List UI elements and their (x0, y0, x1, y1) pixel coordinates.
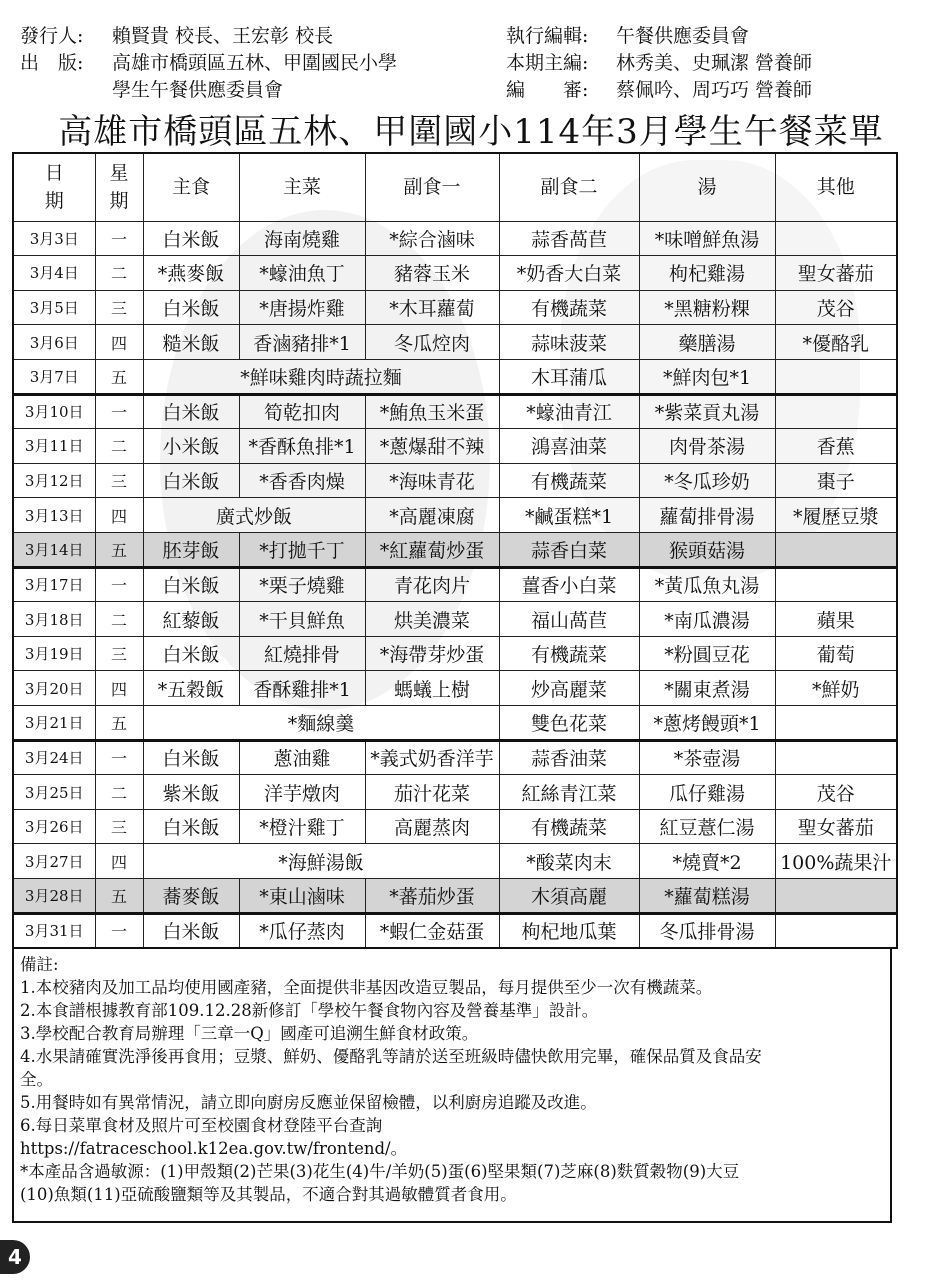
weekday-cell: 四 (95, 844, 143, 879)
note-line: 4.水果請確實洗淨後再食用；豆漿、鮮奶、優酪乳等請於送至班級時儘快飲用完畢，確保品質及食品安 (20, 1047, 762, 1066)
staple-cell: 蕎麥飯 (143, 879, 239, 914)
note-line: *本產品含過敏源：(1)甲殼類(2)芒果(3)花生(4)牛/羊奶(5)蛋(6)堅果類(7)芝麻(8)麩質穀物(9)大豆 (20, 1162, 740, 1181)
header-soup: 湯 (639, 153, 775, 221)
note-line: 6.每日菜單食材及照片可至校園食材登陸平台查詢 (20, 1116, 383, 1135)
soup-cell: 紅豆薏仁湯 (639, 809, 775, 844)
weekday-cell: 五 (95, 359, 143, 394)
page-number: 4 (0, 1240, 30, 1274)
soup-cell: *南瓜濃湯 (639, 602, 775, 637)
soup-cell: *蘿蔔糕湯 (639, 879, 775, 914)
main-dish-cell: 香滷豬排*1 (239, 325, 365, 360)
header-side-dish-1: 副食一 (365, 153, 499, 221)
staple-cell: 白米飯 (143, 394, 239, 429)
note-line: (10)魚類(11)亞硫酸鹽類等及其製品，不適合對其過敏體質者食用。 (20, 1185, 517, 1204)
weekday-cell: 五 (95, 879, 143, 914)
notes-heading: 備註: (20, 955, 59, 974)
main-dish-cell: *瓜仔蒸肉 (239, 913, 365, 948)
weekday-cell: 二 (95, 602, 143, 637)
side-dish-2-cell: 有機蔬菜 (499, 290, 639, 325)
side-dish-1-cell: *蔥爆甜不辣 (365, 429, 499, 464)
date-cell: 3月4日 (13, 256, 95, 291)
notes-section (12, 949, 892, 1223)
main-dish-cell: *香酥魚排*1 (239, 429, 365, 464)
staple-cell: 白米飯 (143, 463, 239, 498)
table-row (13, 221, 897, 256)
soup-cell: *關東煮湯 (639, 671, 775, 706)
staple-cell: 白米飯 (143, 740, 239, 775)
other-cell (775, 221, 897, 256)
editor: 午餐供應委員會 (616, 25, 750, 47)
table-row (13, 498, 897, 533)
soup-cell: *茶壺湯 (639, 740, 775, 775)
soup-cell: 冬瓜排骨湯 (639, 913, 775, 948)
side-dish-1-cell: 螞蟻上樹 (365, 671, 499, 706)
other-cell (775, 394, 897, 429)
table-row (13, 809, 897, 844)
other-cell (775, 567, 897, 602)
other-cell: 棗子 (775, 463, 897, 498)
date-cell: 3月28日 (13, 879, 95, 914)
table-row (13, 394, 897, 429)
issuer: 高雄市橋頭區五林、甲圍國民小學 (112, 52, 398, 74)
chief-editor-label: 本期主編: (506, 52, 589, 74)
weekday-cell: 二 (95, 429, 143, 464)
side-dish-2-cell: 有機蔬菜 (499, 809, 639, 844)
soup-cell: *蔥烤饅頭*1 (639, 706, 775, 741)
soup-cell: *鮮肉包*1 (639, 359, 775, 394)
side-dish-1-cell: *蕃茄炒蛋 (365, 879, 499, 914)
side-dish-2-cell: 蒜香萵苣 (499, 221, 639, 256)
note-line: 5.用餐時如有異常情況，請立即向廚房反應並保留檢體，以利廚房追蹤及改進。 (20, 1093, 597, 1112)
staple-cell: 白米飯 (143, 913, 239, 948)
table-row (13, 256, 897, 291)
table-row (13, 463, 897, 498)
other-cell: 葡萄 (775, 636, 897, 671)
other-cell: *履歷豆漿 (775, 498, 897, 533)
side-dish-2-cell: 紅絲青江菜 (499, 775, 639, 810)
soup-cell: 肉骨茶湯 (639, 429, 775, 464)
note-line: 3.學校配合教育局辦理「三章一Q」國產可追溯生鮮食材政策。 (20, 1024, 479, 1043)
soup-cell: 瓜仔雞湯 (639, 775, 775, 810)
main-dish-cell: 香酥雞排*1 (239, 671, 365, 706)
table-row (13, 740, 897, 775)
issuer-label: 出 版: (20, 52, 84, 74)
main-dish-cell: *東山滷味 (239, 879, 365, 914)
soup-cell: 枸杞雞湯 (639, 256, 775, 291)
main-dish-cell: 紅燒排骨 (239, 636, 365, 671)
header-right (506, 23, 812, 104)
merged-meal-cell: *鮮味雞肉時蔬拉麵 (143, 359, 499, 394)
reviewer: 蔡佩吟、周巧巧 營養師 (616, 79, 813, 101)
staple-cell: *五穀飯 (143, 671, 239, 706)
side-dish-1-cell: *蝦仁金菇蛋 (365, 913, 499, 948)
weekday-cell: 五 (95, 706, 143, 741)
side-dish-2-cell: 蒜味菠菜 (499, 325, 639, 360)
table-row (13, 602, 897, 637)
other-cell: *鮮奶 (775, 671, 897, 706)
table-row (13, 671, 897, 706)
date-cell: 3月13日 (13, 498, 95, 533)
note-line: 2.本食譜根據教育部109.12.28新修訂「學校午餐食物內容及營養基準」設計。 (20, 1001, 599, 1020)
other-cell: 香蕉 (775, 429, 897, 464)
table-row (13, 706, 897, 741)
soup-cell: *冬瓜珍奶 (639, 463, 775, 498)
side-dish-1-cell: *海味青花 (365, 463, 499, 498)
side-dish-2-cell: 炒高麗菜 (499, 671, 639, 706)
main-dish-cell: 筍乾扣肉 (239, 394, 365, 429)
side-dish-2-cell: 木須高麗 (499, 879, 639, 914)
other-cell (775, 879, 897, 914)
staple-cell: 白米飯 (143, 567, 239, 602)
side-dish-2-cell: 有機蔬菜 (499, 636, 639, 671)
side-dish-1-cell: 豬蓉玉米 (365, 256, 499, 291)
other-cell: 茂谷 (775, 290, 897, 325)
table-row (13, 636, 897, 671)
side-dish-1-cell: *義式奶香洋芋 (365, 740, 499, 775)
header-date: 日 期 (13, 153, 95, 221)
table-row (13, 290, 897, 325)
side-dish-2-cell: 鴻喜油菜 (499, 429, 639, 464)
weekday-cell: 二 (95, 256, 143, 291)
staple-cell: 紅藜飯 (143, 602, 239, 637)
main-dish-cell: 蔥油雞 (239, 740, 365, 775)
editor-label: 執行編輯: (506, 25, 589, 47)
date-cell: 3月3日 (13, 221, 95, 256)
weekday-cell: 三 (95, 463, 143, 498)
date-cell: 3月17日 (13, 567, 95, 602)
issuer-committee: 學生午餐供應委員會 (112, 79, 284, 101)
side-dish-1-cell: *紅蘿蔔炒蛋 (365, 532, 499, 567)
weekday-cell: 五 (95, 532, 143, 567)
date-cell: 3月12日 (13, 463, 95, 498)
table-row (13, 325, 897, 360)
date-cell: 3月11日 (13, 429, 95, 464)
staple-cell: 小米飯 (143, 429, 239, 464)
soup-cell: *粉圓豆花 (639, 636, 775, 671)
main-dish-cell: 海南燒雞 (239, 221, 365, 256)
side-dish-2-cell: *酸菜肉末 (499, 844, 639, 879)
note-line: https://fatraceschool.k12ea.gov.tw/frontend/。 (20, 1139, 408, 1158)
side-dish-1-cell: *木耳蘿蔔 (365, 290, 499, 325)
main-dish-cell: *香香肉燥 (239, 463, 365, 498)
main-dish-cell: *蠔油魚丁 (239, 256, 365, 291)
soup-cell: 蘿蔔排骨湯 (639, 498, 775, 533)
staple-cell: 白米飯 (143, 290, 239, 325)
date-cell: 3月7日 (13, 359, 95, 394)
date-cell: 3月25日 (13, 775, 95, 810)
table-header-row (13, 153, 897, 221)
note-line: 1.本校豬肉及加工品均使用國產豬，全面提供非基因改造豆製品，每月提供至少一次有機蔬菜。 (20, 978, 713, 997)
merged-meal-cell: 廣式炒飯 (143, 498, 365, 533)
chief-editor: 林秀美、史珮潔 營養師 (616, 52, 813, 74)
weekday-cell: 四 (95, 498, 143, 533)
other-cell: 蘋果 (775, 602, 897, 637)
date-cell: 3月24日 (13, 740, 95, 775)
table-row (13, 359, 897, 394)
table-row (13, 775, 897, 810)
date-cell: 3月26日 (13, 809, 95, 844)
side-dish-2-cell: 蒜香油菜 (499, 740, 639, 775)
table-row (13, 913, 897, 948)
staple-cell: 糙米飯 (143, 325, 239, 360)
other-cell (775, 913, 897, 948)
weekday-cell: 四 (95, 325, 143, 360)
main-dish-cell: 洋芋燉肉 (239, 775, 365, 810)
side-dish-1-cell: 烘美濃菜 (365, 602, 499, 637)
date-cell: 3月20日 (13, 671, 95, 706)
side-dish-1-cell: *綜合滷味 (365, 221, 499, 256)
date-cell: 3月10日 (13, 394, 95, 429)
main-dish-cell: *唐揚炸雞 (239, 290, 365, 325)
lunch-menu-table (12, 152, 898, 949)
side-dish-1-cell: 茄汁花菜 (365, 775, 499, 810)
weekday-cell: 一 (95, 913, 143, 948)
side-dish-1-cell: *海帶芽炒蛋 (365, 636, 499, 671)
date-cell: 3月6日 (13, 325, 95, 360)
other-cell: 茂谷 (775, 775, 897, 810)
side-dish-2-cell: 木耳蒲瓜 (499, 359, 639, 394)
soup-cell: 猴頭菇湯 (639, 532, 775, 567)
merged-meal-cell: *海鮮湯飯 (143, 844, 499, 879)
other-cell: 100%蔬果汁 (775, 844, 897, 879)
other-cell: *優酪乳 (775, 325, 897, 360)
main-dish-cell: *打拋千丁 (239, 532, 365, 567)
soup-cell: *燒賣*2 (639, 844, 775, 879)
date-cell: 3月19日 (13, 636, 95, 671)
weekday-cell: 一 (95, 567, 143, 602)
soup-cell: 藥膳湯 (639, 325, 775, 360)
staple-cell: 胚芽飯 (143, 532, 239, 567)
header-main-dish: 主菜 (239, 153, 365, 221)
soup-cell: *味噌鮮魚湯 (639, 221, 775, 256)
weekday-cell: 三 (95, 809, 143, 844)
soup-cell: *紫菜貢丸湯 (639, 394, 775, 429)
weekday-cell: 四 (95, 671, 143, 706)
main-dish-cell: *橙汁雞丁 (239, 809, 365, 844)
date-cell: 3月31日 (13, 913, 95, 948)
other-cell (775, 359, 897, 394)
date-cell: 3月18日 (13, 602, 95, 637)
weekday-cell: 二 (95, 775, 143, 810)
table-row (13, 532, 897, 567)
side-dish-2-cell: 薑香小白菜 (499, 567, 639, 602)
table-row (13, 429, 897, 464)
date-cell: 3月5日 (13, 290, 95, 325)
staple-cell: 紫米飯 (143, 775, 239, 810)
staple-cell: *燕麥飯 (143, 256, 239, 291)
date-cell: 3月27日 (13, 844, 95, 879)
table-row (13, 567, 897, 602)
other-cell (775, 706, 897, 741)
header-side-dish-2: 副食二 (499, 153, 639, 221)
table-row (13, 844, 897, 879)
date-cell: 3月21日 (13, 706, 95, 741)
side-dish-1-cell: *高麗凍腐 (365, 498, 499, 533)
staple-cell: 白米飯 (143, 221, 239, 256)
other-cell (775, 532, 897, 567)
soup-cell: *黑糖粉粿 (639, 290, 775, 325)
merged-meal-cell: *麵線羹 (143, 706, 499, 741)
side-dish-2-cell: 枸杞地瓜葉 (499, 913, 639, 948)
reviewer-label: 編 審: (506, 79, 589, 101)
soup-cell: *黃瓜魚丸湯 (639, 567, 775, 602)
weekday-cell: 一 (95, 740, 143, 775)
side-dish-2-cell: 雙色花菜 (499, 706, 639, 741)
staple-cell: 白米飯 (143, 809, 239, 844)
weekday-cell: 一 (95, 394, 143, 429)
side-dish-2-cell: 蒜香白菜 (499, 532, 639, 567)
side-dish-1-cell: 冬瓜焢肉 (365, 325, 499, 360)
weekday-cell: 三 (95, 636, 143, 671)
side-dish-2-cell: 有機蔬菜 (499, 463, 639, 498)
weekday-cell: 三 (95, 290, 143, 325)
header-left (20, 23, 397, 104)
staple-cell: 白米飯 (143, 636, 239, 671)
side-dish-1-cell: 青花肉片 (365, 567, 499, 602)
side-dish-2-cell: *奶香大白菜 (499, 256, 639, 291)
side-dish-1-cell: *鮪魚玉米蛋 (365, 394, 499, 429)
weekday-cell: 一 (95, 221, 143, 256)
note-line: 全。 (20, 1070, 53, 1089)
side-dish-2-cell: *鹹蛋糕*1 (499, 498, 639, 533)
date-cell: 3月14日 (13, 532, 95, 567)
page-title: 高雄市橋頭區五林、甲圍國小114年3月學生午餐菜單 (58, 112, 884, 152)
side-dish-2-cell: 福山萵苣 (499, 602, 639, 637)
header-other: 其他 (775, 153, 897, 221)
main-dish-cell: *栗子燒雞 (239, 567, 365, 602)
side-dish-1-cell: 高麗蒸肉 (365, 809, 499, 844)
header-staple: 主食 (143, 153, 239, 221)
header-weekday: 星 期 (95, 153, 143, 221)
other-cell: 聖女蕃茄 (775, 256, 897, 291)
other-cell (775, 740, 897, 775)
main-dish-cell: *干貝鮮魚 (239, 602, 365, 637)
notes-lines (20, 976, 884, 1206)
other-cell: 聖女蕃茄 (775, 809, 897, 844)
side-dish-2-cell: *蠔油青江 (499, 394, 639, 429)
publisher: 賴賢貴 校長、王宏彰 校長 (112, 25, 334, 47)
table-row (13, 879, 897, 914)
publisher-label: 發行人: (20, 25, 84, 47)
